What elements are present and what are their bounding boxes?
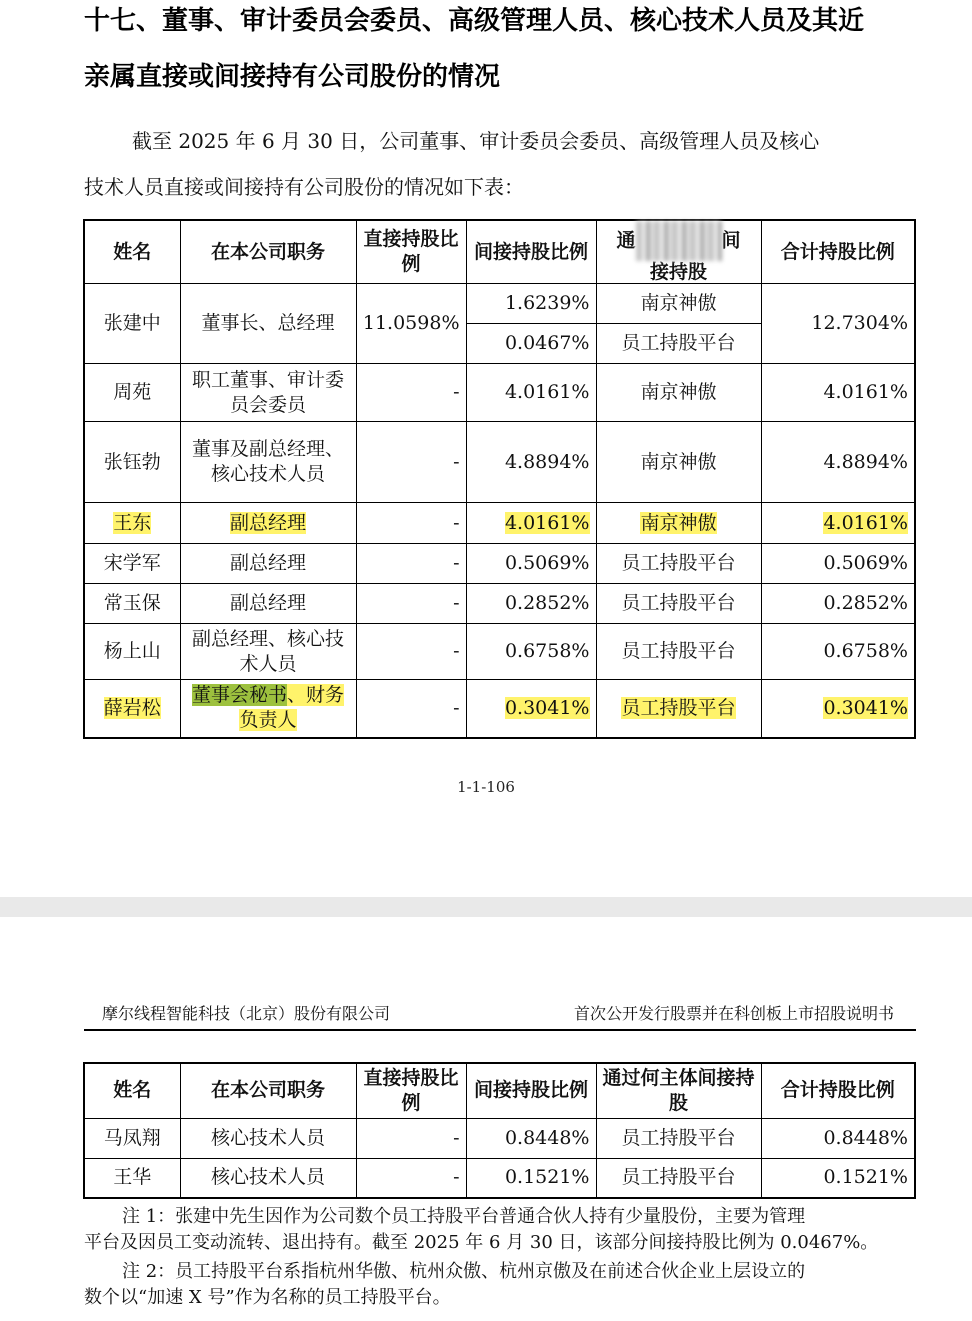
cell-position: [180, 503, 356, 544]
note-1-line2: 平台及因员工变动流转、退出持有。截至 2025 年 6 月 30 日，该部分间接持股比例为 0.0467%。: [84, 1232, 879, 1253]
cell-via: 员工持股平台: [596, 324, 761, 364]
cell-indirect: 0.6758%: [466, 624, 596, 680]
table-header-row: [84, 1063, 915, 1118]
cell-indirect: 0.2852%: [466, 584, 596, 624]
cell-position: 董事及副总经理、核心技术人员: [180, 422, 356, 503]
cell-position: 核心技术人员: [180, 1118, 356, 1158]
cell-total: 0.5069%: [761, 544, 915, 584]
cell-indirect: 4.8894%: [466, 422, 596, 503]
table-row: [84, 584, 915, 624]
cell-direct: 11.0598%: [356, 284, 466, 364]
intro-line2: 技术人员直接或间接持有公司股份的情况如下表：: [84, 175, 524, 199]
cell-indirect: [466, 680, 596, 738]
running-header-company: 摩尔线程智能科技（北京）股份有限公司: [102, 1004, 391, 1023]
cell-indirect: 0.8448%: [466, 1118, 596, 1158]
note-2-line2: 数个以“加速 X 号”作为名称的员工持股平台。: [84, 1287, 451, 1308]
highlight: 南京神傲: [640, 511, 717, 534]
table-row: [84, 364, 915, 422]
highlight: 员工持股平台: [621, 696, 736, 719]
cell-total: 0.2852%: [761, 584, 915, 624]
cell-indirect: 1.6239%: [466, 284, 596, 324]
highlight: 4.0161%: [504, 511, 590, 534]
table-header-row: [84, 220, 915, 284]
cell-name: 周苑: [84, 364, 180, 422]
table-row: [84, 544, 915, 584]
cell-total: [761, 503, 915, 544]
cell-via: 员工持股平台: [596, 1158, 761, 1198]
cell-total: [761, 680, 915, 738]
header-direct: 直接持股比例: [356, 1063, 466, 1118]
cell-direct: -: [356, 1158, 466, 1198]
cell-via: 员工持股平台: [596, 624, 761, 680]
cell-via: 南京神傲: [596, 364, 761, 422]
cell-name: 张建中: [84, 284, 180, 364]
highlight: 薛岩松: [103, 696, 161, 719]
note-1-line1: 注 1：张建中先生因作为公司数个员工持股平台普通合伙人持有少量股份，主要为管理: [122, 1206, 806, 1227]
cell-via: 南京神傲: [596, 284, 761, 324]
cell-direct: -: [356, 422, 466, 503]
section-heading-line2: 亲属直接或间接持有公司股份的情况: [84, 62, 501, 92]
cell-name: [84, 680, 180, 738]
cell-name: [84, 503, 180, 544]
highlight: 、财务负责人: [239, 684, 345, 732]
table-row: [84, 503, 915, 544]
cell-via: [596, 503, 761, 544]
cell-position: 董事长、总经理: [180, 284, 356, 364]
note-2-line1: 注 2：员工持股平台系指杭州华傲、杭州众傲、杭州京傲及在前述合伙企业上层设立的: [122, 1261, 806, 1282]
cell-total: 4.8894%: [761, 422, 915, 503]
header-total: 合计持股比例: [761, 1063, 915, 1118]
document-page-2: [0, 917, 972, 1321]
header-position: 在本公司职务: [180, 1063, 356, 1118]
header-via: [596, 220, 761, 284]
running-header: [84, 1003, 916, 1031]
intro-line1: 截至 2025 年 6 月 30 日，公司董事、审计委员会委员、高级管理人员及核心: [132, 129, 820, 153]
highlight: 王东: [113, 511, 152, 534]
cell-name: 王华: [84, 1158, 180, 1198]
cell-name: 杨上山: [84, 624, 180, 680]
header-position: 在本公司职务: [180, 220, 356, 284]
header-total: 合计持股比例: [761, 220, 915, 284]
header-via: 通过何主体间接持股: [596, 1063, 761, 1118]
header-via-left: 通: [616, 229, 636, 252]
table-row: [84, 422, 915, 503]
cell-direct: -: [356, 544, 466, 584]
cell-indirect: 0.1521%: [466, 1158, 596, 1198]
cell-name: 宋学军: [84, 544, 180, 584]
header-via-right: 间: [721, 229, 741, 252]
cell-indirect: [466, 503, 596, 544]
header-direct: 直接持股比例: [356, 220, 466, 284]
cell-total: 0.1521%: [761, 1158, 915, 1198]
cell-indirect: 0.5069%: [466, 544, 596, 584]
cell-total: 4.0161%: [761, 364, 915, 422]
running-header-title: 首次公开发行股票并在科创板上市招股说明书: [573, 1004, 894, 1023]
table-row: [84, 680, 915, 738]
highlight-green: 董事会秘书: [191, 684, 287, 707]
cell-via: [596, 680, 761, 738]
cell-via: 员工持股平台: [596, 584, 761, 624]
cell-direct: -: [356, 680, 466, 738]
cell-position: 副总经理: [180, 544, 356, 584]
cell-name: 马凤翔: [84, 1118, 180, 1158]
cell-direct: -: [356, 364, 466, 422]
header-via-bottom: 接持股: [649, 261, 707, 283]
header-indirect: 间接持股比例: [466, 1063, 596, 1118]
highlight: 0.3041%: [504, 696, 590, 719]
table-row: [84, 1158, 915, 1198]
highlight: 副总经理: [229, 511, 306, 534]
header-name: 姓名: [84, 220, 180, 284]
cell-position: 副总经理、核心技术人员: [180, 624, 356, 680]
highlight: 4.0161%: [823, 511, 908, 534]
page-separator: [0, 897, 972, 917]
cell-indirect: 4.0161%: [466, 364, 596, 422]
cell-direct: -: [356, 1118, 466, 1158]
cell-name: 常玉保: [84, 584, 180, 624]
cell-via: 员工持股平台: [596, 1118, 761, 1158]
cell-direct: -: [356, 584, 466, 624]
header-indirect: 间接持股比例: [466, 220, 596, 284]
cell-indirect: 0.0467%: [466, 324, 596, 364]
shareholding-table: [83, 219, 916, 739]
section-heading-line1: 十七、董事、审计委员会委员、高级管理人员、核心技术人员及其近: [84, 6, 865, 36]
cell-position: 职工董事、审计委员会委员: [180, 364, 356, 422]
cell-position: 副总经理: [180, 584, 356, 624]
table-row: [84, 624, 915, 680]
highlight: 0.3041%: [823, 696, 908, 719]
cell-total: 0.8448%: [761, 1118, 915, 1158]
page-number: 1-1-106: [457, 778, 515, 796]
redaction-blur: [636, 221, 722, 261]
cell-direct: -: [356, 624, 466, 680]
cell-via: 员工持股平台: [596, 544, 761, 584]
cell-position: 核心技术人员: [180, 1158, 356, 1198]
cell-direct: -: [356, 503, 466, 544]
table-row: [84, 1118, 915, 1158]
shareholding-table-continued: [83, 1062, 916, 1199]
table-row: [84, 284, 915, 324]
cell-via: 南京神傲: [596, 422, 761, 503]
header-name: 姓名: [84, 1063, 180, 1118]
cell-position: [180, 680, 356, 738]
cell-name: 张钰勃: [84, 422, 180, 503]
cell-total: 0.6758%: [761, 624, 915, 680]
cell-total: 12.7304%: [761, 284, 915, 364]
